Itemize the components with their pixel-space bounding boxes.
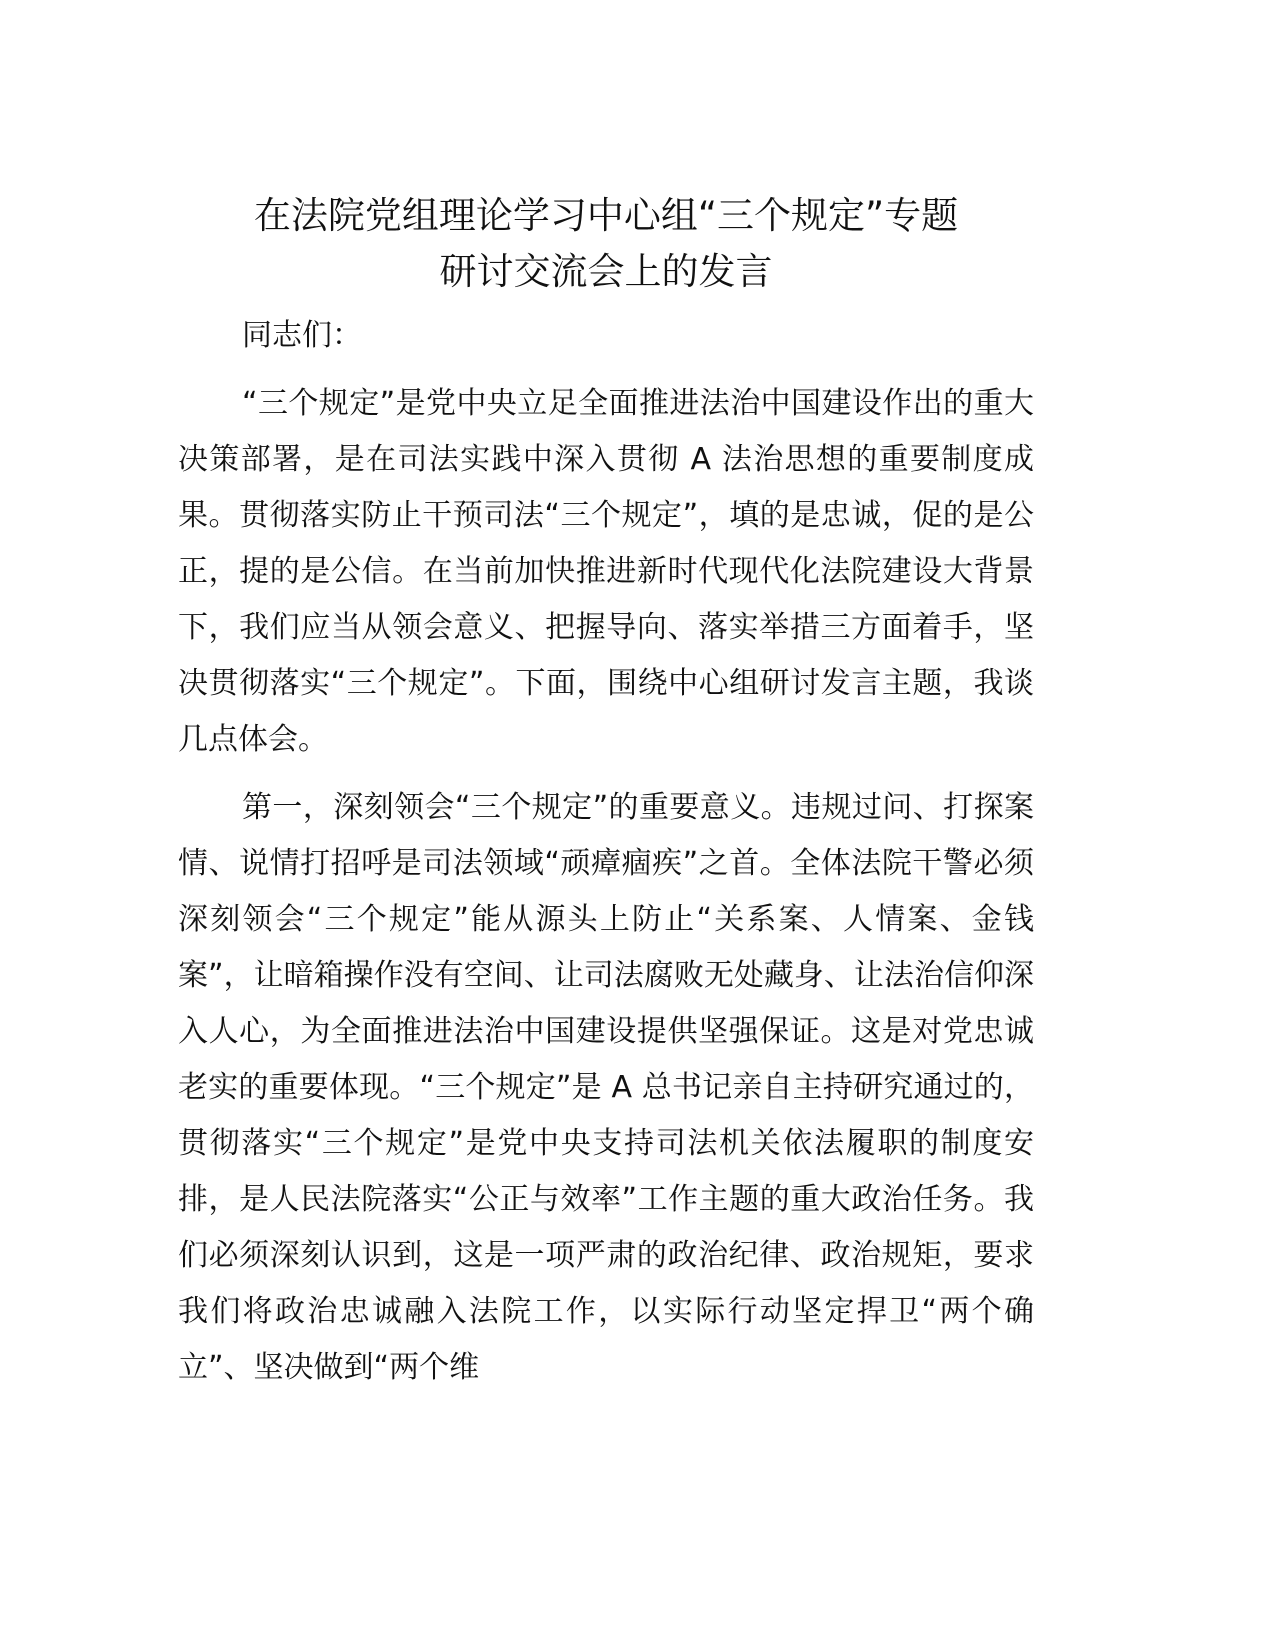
title-line-1: 在法院党组理论学习中心组“三个规定”专题 [253, 194, 959, 237]
paragraph-point-one: 第一，深刻领会“三个规定”的重要意义。违规过问、打探案情、说情打招呼是司法领域“顽瘴痼疾”之首。全体法院干警必须深刻领会“三个规定”能从源头上防止“关系案、人情案、金钱案”，让暗箱操作没有空间、让司法腐败无处藏身、让法治信仰深入人心，为全面推进法治中国建设提供坚强保证。这是对党忠诚老实的重要体现。“三个规定”是 A 总书记亲自主持研究通过的，贯彻落实“三个规定”是党中央支持司法机关依法履职的制度安排，是人民法院落实“公正与效率”工作主题的重大政治任务。我们必须深刻认识到，这是一项严肃的政治纪律、政治规矩，要求我们将政治忠诚融入法院工作，以实际行动坚定捍卫“两个确立”、坚决做到“两个维 [178, 790, 1034, 1385]
salutation: 同志们： [242, 318, 362, 353]
paragraph-intro: “三个规定”是党中央立足全面推进法治中国建设作出的重大决策部署，是在司法实践中深入贯彻 A 法治思想的重要制度成果。贯彻落实防止干预司法“三个规定”，填的是忠诚，促的是公正，提的是公信。在当前加快推进新时代现代化法院建设大背景下，我们应当从领会意义、把握导向、落实举措三方面着手，坚决贯彻落实“三个规定”。下面，围绕中心组研讨发言主题，我谈几点体会。 [178, 386, 1034, 757]
document-page [178, 188, 1034, 1396]
document-title [178, 188, 1034, 300]
title-line-2: 研讨交流会上的发言 [439, 250, 773, 293]
